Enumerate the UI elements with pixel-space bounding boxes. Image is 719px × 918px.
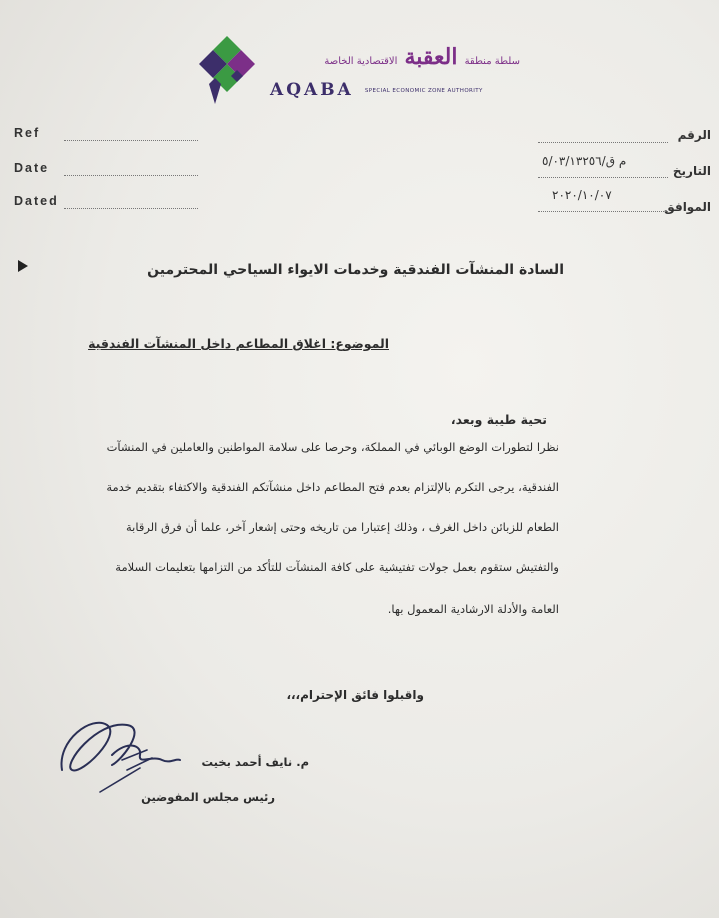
signature-icon xyxy=(52,700,192,800)
ref-line-en xyxy=(64,140,198,141)
date-line-ar xyxy=(538,177,668,178)
aseza-logo-icon xyxy=(193,34,273,106)
triangle-marker-icon xyxy=(18,260,28,272)
letterhead-arabic xyxy=(282,44,522,74)
dated-label-en: Dated xyxy=(14,194,59,208)
arabic-prefix: سلطة منطقة xyxy=(464,56,520,67)
addressee: السادة المنشآت الفندقية وخدمات الايواء السياحي المحترمين xyxy=(147,262,564,278)
date-label-en: Date xyxy=(14,161,50,175)
dated-label-ar: الموافق xyxy=(664,200,711,214)
body-line: العامة والأدلة الارشادية المعمول بها. xyxy=(387,602,559,616)
ref-label-ar: الرقم xyxy=(677,128,711,142)
english-name: AQABA xyxy=(270,80,354,100)
signatory-title: رئيس مجلس المفوضين xyxy=(141,790,275,804)
dated-line-en xyxy=(64,208,198,209)
date-value: م ق/٥/٠٣/١٣٢٥٦ xyxy=(542,154,627,168)
date-line-en xyxy=(64,175,198,176)
subject: الموضوع: اغلاق المطاعم داخل المنشآت الفندقية xyxy=(88,336,389,351)
body-line: الطعام للزبائن داخل الغرف ، وذلك إعتبارا من تاريخه وحتى إشعار آخر، علما أن فرق الرقابة xyxy=(125,520,559,534)
dated-value: ٢٠٢٠/١٠/٠٧ xyxy=(552,188,612,202)
english-subtitle: SPECIAL ECONOMIC ZONE AUTHORITY xyxy=(364,88,483,94)
ref-line-ar xyxy=(538,142,668,143)
dated-line-ar xyxy=(538,211,668,212)
arabic-suffix: الاقتصادية الخاصة xyxy=(324,56,398,67)
body-line: نظرا لتطورات الوضع الوبائي في المملكة، وحرصا على سلامة المواطنين والعاملين في المنشآت xyxy=(106,440,559,454)
greeting: تحية طيبة وبعد، xyxy=(450,412,547,427)
body-line: الفندقية، يرجى التكرم بالإلتزام بعدم فتح المطاعم داخل منشآتكم الفندقية والاكتفاء بتقديم خدمة xyxy=(106,480,559,494)
closing: واقبلوا فائق الإحترام،،، xyxy=(286,688,424,702)
letterhead-english xyxy=(270,80,530,100)
date-label-ar: التاريخ xyxy=(672,164,711,178)
ref-label-en: Ref xyxy=(14,126,41,140)
signatory-name: م. نايف أحمد بخيت xyxy=(201,755,309,769)
body-line: والتفتيش ستقوم بعمل جولات تفتيشية على كافة المنشآت للتأكد من التزامها بتعليمات السلامة xyxy=(115,560,559,574)
arabic-name: العقبة xyxy=(404,44,458,70)
